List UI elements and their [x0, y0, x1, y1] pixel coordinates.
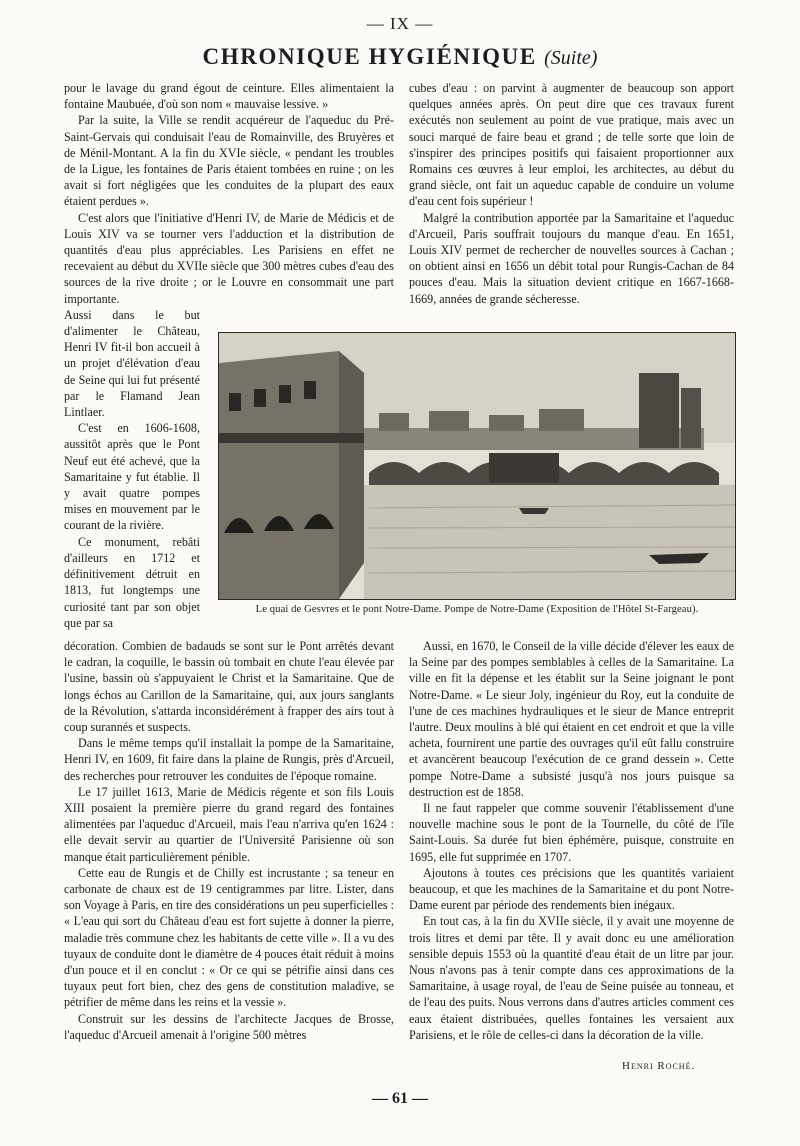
paragraph: Construit sur les dessins de l'architecte Jacques de Brosse, l'aqueduc d'Arcueil amenait à l'origine 500 mètres [64, 1011, 394, 1042]
engraving-illustration [218, 332, 736, 600]
page-number-roman: — IX — [366, 14, 434, 33]
left-narrow-column [64, 307, 200, 631]
page-folio: — 61 — [372, 1090, 428, 1107]
title-suffix: (Suite) [544, 47, 598, 69]
paragraph: Ajoutons à toutes ces précisions que les quantités variaient beaucoup, et que les machines de la Samaritaine et du pont Notre-Dame eurent par période des rendements bien inégaux. [409, 865, 734, 913]
paragraph: Malgré la contribution apportée par la Samaritaine et l'aqueduc d'Arcueil, Paris souffrait toujours du manque d'eau. En 1651, Louis XIV permet de rechercher de nouvelles sources à Cachan ; on obtient ainsi en 1656 un débit total pour Rungis-Cachan de 84 pouces d'eau. Mais la situation devient critique en 1667-1668-1669, années de grande sécheresse. [409, 210, 734, 306]
paragraph: cubes d'eau : on parvint à augmenter de beaucoup son apport quelques années après. On peut dire que ces travaux furent exécutés non seulement au point de vue pratique, mais avec un souci marqué de faire beau et grand ; de telle sorte que loin de s'inspirer des principes positifs qui faisaient proportionner aux Romains ces œuvres à leur emploi, les architectes, au début du grand siècle, ont fait un aqueduc capable de conduire un volume d'eau cent fois supérieur ! [409, 81, 734, 209]
paragraph: Dans le même temps qu'il installait la pompe de la Samaritaine, Henri IV, en 1609, fit faire dans la plaine de Rungis, près d'Arcueil, des recherches pour retrouver les conduites de l'époque romaine. [64, 736, 394, 783]
article-title [0, 44, 800, 70]
paragraph: Aussi dans le but d'alimenter le Château, Henri IV fit-il bon accueil à un projet d'élévation d'eau de Seine qui lui fut présenté par le Flamand Jean Lintlaer. [64, 307, 200, 420]
paragraph: Ce monument, rebâti d'ailleurs en 1712 et définitivement détruit en 1813, fut longtemps une curiosité tant par son objet que par sa [64, 534, 200, 630]
title-main: CHRONIQUE HYGIÉNIQUE [202, 44, 537, 69]
paragraph: pour le lavage du grand égout de ceinture. Elles alimentaient la fontaine Maubuée, d'où son nom « mauvaise lessive. » [64, 81, 394, 112]
paragraph: Par la suite, la Ville se rendit acquéreur de l'aqueduc du Pré-Saint-Gervais qui conduisait l'eau de Romainville, des Bruyères et de Ménil-Montant. A la fin du XVIe siècle, « pendant les troubles de la Ligue, les fontaines de Paris étaient tombées en ruine ; on les avait si fort négligées que les conduites de la plupart des eaux étaient perdues ». [64, 113, 394, 209]
paragraph: En tout cas, à la fin du XVIIe siècle, il y avait une moyenne de trois litres et demi par tête. Il y avait donc eu une amélioration sensible depuis 1553 où la quantité d'eau était de un litre par jour. Nous n'avons pas à tenir compte dans ces approximations de la Samaritaine, à usage royal, de l'eau de Seine puisée au tonneau, et de l'eau des puits. Nous verrons dans d'autres articles comment ces eaux étaient distribuées, quelles fontaines les versaient aux Parisiens, et le rôle de celles-ci dans la décoration de la ville. [409, 914, 734, 1042]
quai-engraving [219, 333, 735, 599]
paragraph: Le 17 juillet 1613, Marie de Médicis régente et son fils Louis XIII posaient la première pierre du grand regard des fontaines alimentées par l'aqueduc d'Arcueil, mais l'eau n'arriva qu'en 1624 : elle devait servir au quartier de l'Université Parisienne où son manque était particulièrement pénible. [64, 784, 394, 864]
author-signature: Henri Roché. [622, 1060, 696, 1072]
left-column-bottom [64, 638, 394, 1043]
paragraph: décoration. Combien de badauds se sont sur le Pont arrêtés devant le cadran, la coquille, le bassin où tombait en chute l'eau élevée par l'usine, bassin où s'appuyaient le Christ et la Samaritaine. Que de longs échos au Carillon de la Samaritaine, qui, aux jours sanglants de la Révolution, s'attarda inconsidérément à frapper des airs tout à coup surannés et suspects. [64, 639, 394, 735]
right-column-top [409, 80, 734, 307]
illustration-caption: Le quai de Gesvres et le pont Notre-Dame. Pompe de Notre-Dame (Exposition de l'Hôtel St-Fargeau). [255, 604, 699, 615]
right-column-bottom [409, 638, 734, 1043]
paragraph: Aussi, en 1670, le Conseil de la ville décide d'élever les eaux de la Seine par des pompes semblables à celles de la Samaritaine. La ville en fit la dépense et les établit sur la Seine joignant le pont Notre-Dame. « Le sieur Joly, ingénieur du Roy, eut la conduite de l'une de ces machines hydrauliques et le sieur de Mance entreprit l'autre. Deux moulins à blé qui étaient en cet endroit et que la ville acheta, fournirent une partie des ouvrages qu'il eût fallu construire et avancèrent beaucoup l'exécution de ce grand dessein ». Cette pompe Notre-Dame a subsisté jusqu'à nos jours puisque sa destruction est de 1858. [409, 639, 734, 799]
paragraph: C'est en 1606-1608, aussitôt après que le Pont Neuf eut été achevé, que la Samaritaine y fut établie. Il y avait quatre pompes mises en mouvement par le courant de la rivière. [64, 421, 200, 533]
paragraph: Cette eau de Rungis et de Chilly est incrustante ; sa teneur en carbonate de chaux est de 19 centigrammes par litre. Lister, dans son Voyage à Paris, en tire des considérations un peu superficielles : « L'eau qui sort du Château d'eau est fort sujette à donner la pierre, maladie très commune chez les habitants de cette ville ». Il a vu des tuyaux de conduite dont le diamètre de 4 pouces était réduit à moins d'un pouce et il en conclut : « Or ce qui se pétrifie ainsi dans ces tuyaux peut fort bien, chez des gens de constitution maladive, se pétrifier de même dans les reins et la vessie ». [64, 865, 394, 1010]
paragraph: C'est alors que l'initiative d'Henri IV, de Marie de Médicis et de Louis XIV va se tourner vers l'adduction et la distribution de quantités d'eau plus appréciables. Les Parisiens en effet ne recevaient au début du XVIIe siècle que 300 mètres cubes d'eau des sources de la rive droite ; or le Louvre en consommait une part importante. [64, 210, 394, 306]
paragraph: Il ne faut rappeler que comme souvenir l'établissement d'une nouvelle machine sous le pont de la Tournelle, du côté de l'île Saint-Louis. Sa durée fut bien éphémère, puisque, construite en 1695, elle fut supprimée en 1707. [409, 801, 734, 864]
